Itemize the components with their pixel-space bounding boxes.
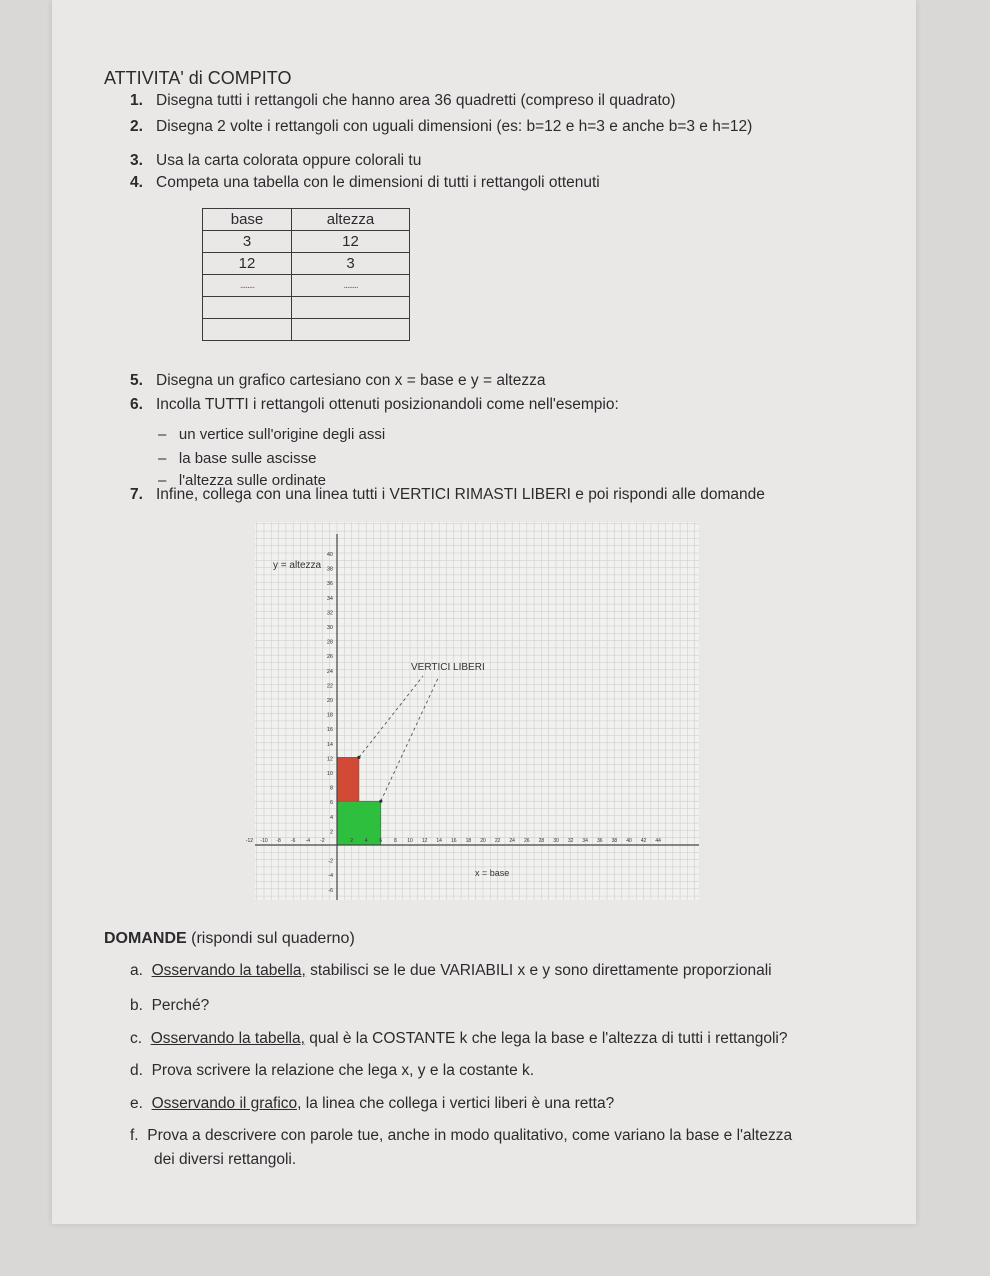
header-altezza: altezza <box>292 209 410 231</box>
question-e: e. Osservando il grafico, la linea che collega i vertici liberi è una retta? <box>130 1095 615 1112</box>
x-tick-label: -6 <box>290 838 296 844</box>
x-tick-label: 24 <box>509 838 515 844</box>
page-title: ATTIVITA' di COMPITO <box>104 68 292 88</box>
y-tick-label: 4 <box>329 814 333 821</box>
free-vertex <box>379 800 382 803</box>
sub-item-2: – la base sulle ascisse <box>158 450 317 467</box>
y-tick-label: 8 <box>329 785 333 792</box>
table-header-row <box>203 209 410 231</box>
step-6: 6. Incolla TUTTI i rettangoli ottenuti posizionandoli come nell'esempio: <box>130 396 619 413</box>
x-tick-label: 6 <box>379 838 383 844</box>
x-tick-label: 40 <box>626 838 632 844</box>
y-tick-label: 16 <box>326 727 333 734</box>
vertici-liberi-annotation: VERTICI LIBERI <box>411 662 485 673</box>
x-tick-label: -4 <box>305 838 311 844</box>
y-tick-label: 20 <box>326 698 333 704</box>
y-tick-label: 24 <box>326 668 333 675</box>
y-tick-label: 40 <box>326 552 333 558</box>
table-row: 12 3 <box>203 253 410 275</box>
sub-item-1: – un vertice sull'origine degli assi <box>158 426 386 443</box>
x-tick-label: 34 <box>582 838 588 844</box>
table-row <box>203 297 410 319</box>
x-tick-label: -12 <box>245 838 254 844</box>
x-tick-label: 42 <box>640 838 647 844</box>
step-7: 7. Infine, collega con una linea tutti i VERTICI RIMASTI LIBERI e poi rispondi alle domande <box>130 486 765 503</box>
y-tick-label: 10 <box>326 771 333 777</box>
table-row: ........ ........ <box>203 275 410 297</box>
question-d: d. Prova scrivere la relazione che lega x, y e la costante k. <box>130 1062 535 1079</box>
x-tick-label: 32 <box>567 838 574 844</box>
x-tick-label: 16 <box>451 838 457 844</box>
x-tick-label: 38 <box>611 838 618 844</box>
y-tick-label: 34 <box>326 595 333 602</box>
cartesian-graph <box>245 522 699 900</box>
y-tick-label: -6 <box>328 887 333 894</box>
step-3: 3. Usa la carta colorata oppure colorali tu <box>130 152 422 169</box>
x-tick-label: 44 <box>655 838 661 844</box>
x-tick-label: 4 <box>364 838 368 844</box>
x-tick-label: -10 <box>260 838 268 844</box>
y-tick-label: 30 <box>326 625 333 631</box>
table-row: 3 12 <box>203 231 410 253</box>
question-a: a. Osservando la tabella, stabilisci se le due VARIABILI x e y sono direttamente proporzionali <box>130 962 772 979</box>
header-base: base <box>203 209 292 231</box>
x-tick-label: 26 <box>524 838 530 844</box>
step-2: 2. Disegna 2 volte i rettangoli con uguali dimensioni (es: b=12 e h=3 e anche b=3 e h=12) <box>130 118 753 135</box>
question-c: c. Osservando la tabella, qual è la COSTANTE k che lega la base e l'altezza di tutti i rettangoli? <box>130 1030 788 1047</box>
x-tick-label: -8 <box>276 838 281 844</box>
x-tick-label: 20 <box>480 838 486 844</box>
y-tick-label: -2 <box>328 858 333 865</box>
y-tick-label: 2 <box>329 829 333 836</box>
y-tick-label: -4 <box>328 873 333 880</box>
y-tick-label: 14 <box>326 741 333 748</box>
y-tick-label: 36 <box>326 581 333 588</box>
x-tick-label: 10 <box>407 838 413 844</box>
y-tick-label: 26 <box>326 654 333 661</box>
x-tick-label: 12 <box>421 838 428 844</box>
x-tick-label: 36 <box>597 838 603 844</box>
x-tick-label: 14 <box>436 838 442 844</box>
questions-header: DOMANDE (rispondi sul quaderno) <box>104 930 355 947</box>
y-tick-label: 22 <box>326 683 333 690</box>
x-tick-label: 30 <box>553 838 559 844</box>
free-vertex <box>357 756 360 759</box>
x-tick-label: 22 <box>494 838 501 844</box>
x-tick-label: -2 <box>320 838 325 844</box>
y-tick-label: 32 <box>326 610 333 617</box>
step-1: 1. Disegna tutti i rettangoli che hanno area 36 quadretti (compreso il quadrato) <box>130 92 676 109</box>
table-row <box>203 319 410 341</box>
question-b: b. Perché? <box>130 997 210 1014</box>
x-tick-label: 8 <box>394 838 397 844</box>
dimensions-table <box>202 208 410 341</box>
question-f-continuation: dei diversi rettangoli. <box>154 1151 297 1168</box>
x-tick-label: 28 <box>538 838 545 844</box>
x-tick-label: 2 <box>350 838 353 844</box>
step-4: 4. Competa una tabella con le dimensioni di tutti i rettangoli ottenuti <box>130 174 600 191</box>
rectangle-6x6 <box>337 801 381 845</box>
x-axis-label: x = base <box>475 868 510 878</box>
question-f: f. Prova a descrivere con parole tue, anche in modo qualitativo, come variano la base e l'altezza <box>130 1127 793 1144</box>
y-tick-label: 6 <box>329 800 333 807</box>
x-tick-labels <box>246 838 661 844</box>
sub-item-3: – l'altezza sulle ordinate <box>158 472 326 489</box>
y-tick-label: 12 <box>326 756 333 763</box>
y-tick-label: 38 <box>326 566 333 573</box>
y-tick-label: 18 <box>326 712 333 719</box>
step-5: 5. Disegna un grafico cartesiano con x = base e y = altezza <box>130 372 546 389</box>
x-tick-label: 18 <box>465 838 472 844</box>
y-tick-label: 28 <box>326 639 333 646</box>
y-axis-label: y = altezza <box>273 560 322 571</box>
